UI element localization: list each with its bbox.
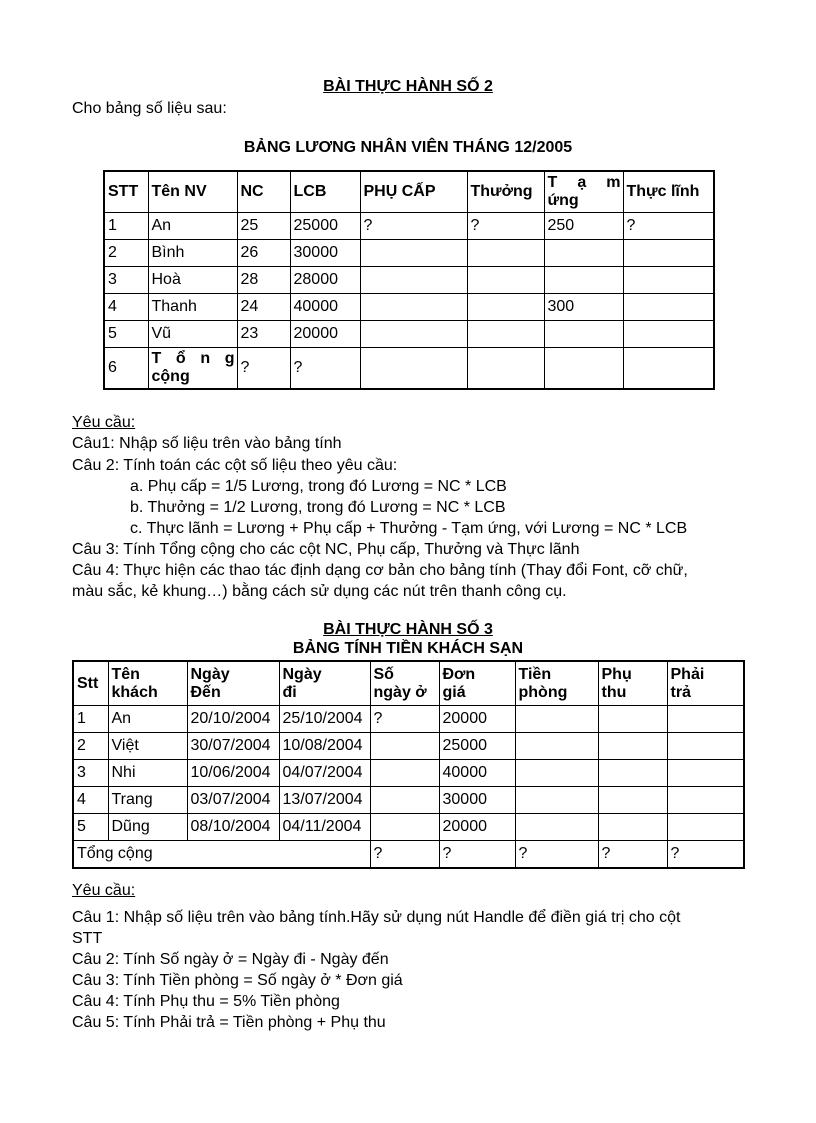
header-cell-tam-ung bbox=[544, 171, 623, 213]
ex2-req-2b: b. Thưởng = 1/2 Lương, trong đó Lương = NC * LCB bbox=[130, 499, 506, 516]
header-cell: Thưởng bbox=[467, 171, 544, 213]
header-line: Ngày bbox=[282, 665, 322, 683]
salary-header-row bbox=[104, 171, 714, 213]
header-cell bbox=[108, 661, 187, 706]
letter: n bbox=[200, 350, 211, 367]
header-line: Tiền bbox=[518, 665, 552, 683]
cell bbox=[544, 240, 623, 267]
cell: 28 bbox=[237, 267, 290, 294]
header-cell bbox=[370, 661, 439, 706]
cell bbox=[598, 787, 667, 814]
cell bbox=[544, 267, 623, 294]
cell bbox=[467, 267, 544, 294]
cell: ? bbox=[370, 841, 439, 869]
cell: 6 bbox=[104, 348, 148, 390]
cell: 30000 bbox=[290, 240, 360, 267]
letter: T bbox=[547, 174, 558, 191]
header-cell bbox=[187, 661, 279, 706]
tam-ung-spread bbox=[548, 174, 623, 192]
header-cell bbox=[515, 661, 598, 706]
cell bbox=[598, 814, 667, 841]
cell bbox=[515, 706, 598, 733]
cell bbox=[515, 814, 598, 841]
table-row bbox=[73, 733, 744, 760]
letter: ổ bbox=[175, 350, 186, 367]
cell bbox=[360, 294, 467, 321]
cell: An bbox=[108, 706, 187, 733]
ex2-req-2c: c. Thực lãnh = Lương + Phụ cấp + Thưởng - Tạm ứng, với Lương = NC * LCB bbox=[130, 520, 688, 537]
header-cell bbox=[439, 661, 515, 706]
header-line: phòng bbox=[518, 683, 568, 701]
cell bbox=[515, 787, 598, 814]
header-cell: STT bbox=[104, 171, 148, 213]
ex3-req-3: Câu 3: Tính Tiền phòng = Số ngày ở * Đơn giá bbox=[72, 972, 403, 989]
cell bbox=[623, 294, 714, 321]
cell: ? bbox=[667, 841, 744, 869]
cell: 23 bbox=[237, 321, 290, 348]
ex2-req-1: Câu1: Nhập số liệu trên vào bảng tính bbox=[72, 435, 342, 452]
cell: 300 bbox=[544, 294, 623, 321]
cell: 250 bbox=[544, 213, 623, 240]
cell: 25000 bbox=[290, 213, 360, 240]
cell: 20000 bbox=[439, 706, 515, 733]
cell bbox=[360, 321, 467, 348]
ex3-title: BÀI THỰC HÀNH SỐ 3 bbox=[323, 621, 493, 638]
ex2-req-heading: Yêu cầu: bbox=[72, 414, 136, 431]
cell: 25/10/2004 bbox=[279, 706, 370, 733]
cell bbox=[623, 267, 714, 294]
cell bbox=[667, 760, 744, 787]
table-row bbox=[104, 294, 714, 321]
cell bbox=[467, 321, 544, 348]
cell: ? bbox=[360, 213, 467, 240]
cell: 04/07/2004 bbox=[279, 760, 370, 787]
cell bbox=[360, 348, 467, 390]
ex3-req-1-cont: STT bbox=[72, 930, 103, 947]
cell bbox=[544, 321, 623, 348]
cell bbox=[667, 814, 744, 841]
cell: Việt bbox=[108, 733, 187, 760]
cell: 5 bbox=[104, 321, 148, 348]
cell: 2 bbox=[73, 733, 108, 760]
ex2-req-2: Câu 2: Tính toán các cột số liệu theo yêu cầu: bbox=[72, 457, 398, 474]
header-cell bbox=[667, 661, 744, 706]
cell bbox=[623, 348, 714, 390]
cell: 04/11/2004 bbox=[279, 814, 370, 841]
cell: 08/10/2004 bbox=[187, 814, 279, 841]
cell bbox=[623, 321, 714, 348]
cell bbox=[598, 706, 667, 733]
cell bbox=[467, 240, 544, 267]
header-line: khách bbox=[111, 683, 158, 701]
cell bbox=[467, 294, 544, 321]
header-line: Đến bbox=[190, 683, 221, 701]
header-line: giá bbox=[442, 683, 466, 701]
cell bbox=[598, 760, 667, 787]
cell: Vũ bbox=[148, 321, 237, 348]
header-line: Phải bbox=[670, 665, 705, 683]
ex2-req-4: Câu 4: Thực hiện các thao tác định dạng cơ bản cho bảng tính (Thay đổi Font, cỡ chữ, bbox=[72, 562, 688, 579]
letter: ạ bbox=[577, 174, 587, 191]
cell: 1 bbox=[104, 213, 148, 240]
cell bbox=[598, 733, 667, 760]
cell: An bbox=[148, 213, 237, 240]
table-row bbox=[73, 706, 744, 733]
ex2-intro: Cho bảng số liệu sau: bbox=[72, 100, 227, 117]
cell: 30000 bbox=[439, 787, 515, 814]
cell: Dũng bbox=[108, 814, 187, 841]
cell bbox=[370, 787, 439, 814]
cell: 1 bbox=[73, 706, 108, 733]
cell: ? bbox=[439, 841, 515, 869]
header-cell: NC bbox=[237, 171, 290, 213]
cell bbox=[467, 348, 544, 390]
hotel-header-row bbox=[73, 661, 744, 706]
cell: ? bbox=[623, 213, 714, 240]
cell bbox=[370, 814, 439, 841]
table-row bbox=[104, 240, 714, 267]
total-row bbox=[73, 841, 744, 869]
letter: T bbox=[151, 350, 162, 367]
cell bbox=[360, 240, 467, 267]
header-cell: Thực lĩnh bbox=[623, 171, 714, 213]
ex3-table-title: BẢNG TÍNH TIỀN KHÁCH SẠN bbox=[292, 640, 524, 657]
cell bbox=[623, 240, 714, 267]
cell: Nhi bbox=[108, 760, 187, 787]
ex2-title: BÀI THỰC HÀNH SỐ 2 bbox=[323, 78, 493, 95]
cell bbox=[370, 760, 439, 787]
total-label-cell bbox=[148, 348, 237, 390]
cell: 25 bbox=[237, 213, 290, 240]
cell: Bình bbox=[148, 240, 237, 267]
cell: 28000 bbox=[290, 267, 360, 294]
cell bbox=[667, 733, 744, 760]
cell: 20000 bbox=[290, 321, 360, 348]
cell: 3 bbox=[73, 760, 108, 787]
header-line: Stt bbox=[77, 674, 99, 692]
table-row bbox=[104, 213, 714, 240]
header-line: Ngày bbox=[190, 665, 230, 683]
table-row bbox=[104, 321, 714, 348]
ex3-req-heading: Yêu cầu: bbox=[72, 882, 136, 899]
table-row bbox=[73, 760, 744, 787]
table-row bbox=[104, 267, 714, 294]
table-row bbox=[73, 787, 744, 814]
header-line: ngày ở bbox=[373, 683, 427, 701]
total-label-tail: cộng bbox=[151, 368, 190, 385]
ex2-req-4-cont: màu sắc, kẻ khung…) bằng cách sử dụng các nút trên thanh công cụ. bbox=[72, 583, 567, 600]
header-cell bbox=[73, 661, 108, 706]
header-cell: Tên NV bbox=[148, 171, 237, 213]
cell: ? bbox=[598, 841, 667, 869]
cell bbox=[370, 733, 439, 760]
table-row bbox=[73, 814, 744, 841]
header-cell: LCB bbox=[290, 171, 360, 213]
total-row bbox=[104, 348, 714, 390]
cell: 4 bbox=[73, 787, 108, 814]
header-line: Tên bbox=[111, 665, 140, 683]
tam-ung-tail: ứng bbox=[547, 192, 579, 209]
cell: 20000 bbox=[439, 814, 515, 841]
ex3-req-4: Câu 4: Tính Phụ thu = 5% Tiền phòng bbox=[72, 993, 340, 1010]
letter: m bbox=[606, 174, 621, 191]
cell: ? bbox=[237, 348, 290, 390]
cell: Thanh bbox=[148, 294, 237, 321]
cell: 10/08/2004 bbox=[279, 733, 370, 760]
cell bbox=[544, 348, 623, 390]
cell: 2 bbox=[104, 240, 148, 267]
cell: 03/07/2004 bbox=[187, 787, 279, 814]
cell: 24 bbox=[237, 294, 290, 321]
header-cell bbox=[598, 661, 667, 706]
cell bbox=[515, 733, 598, 760]
total-label-spread bbox=[152, 350, 237, 368]
total-label: Tổng cộng bbox=[73, 841, 370, 869]
hotel-table bbox=[72, 660, 745, 869]
cell: 40000 bbox=[439, 760, 515, 787]
header-cell bbox=[279, 661, 370, 706]
cell bbox=[515, 760, 598, 787]
header-line: trả bbox=[670, 683, 691, 701]
cell: 40000 bbox=[290, 294, 360, 321]
ex2-req-2a: a. Phụ cấp = 1/5 Lương, trong đó Lương = NC * LCB bbox=[130, 478, 507, 495]
cell: ? bbox=[515, 841, 598, 869]
ex2-table-title: BẢNG LƯƠNG NHÂN VIÊN THÁNG 12/2005 bbox=[243, 139, 573, 156]
header-line: Số bbox=[373, 665, 394, 683]
cell: 20/10/2004 bbox=[187, 706, 279, 733]
header-cell: PHỤ CẤP bbox=[360, 171, 467, 213]
header-line: thu bbox=[601, 683, 627, 701]
letter: g bbox=[224, 350, 235, 367]
ex3-req-1: Câu 1: Nhập số liệu trên vào bảng tính.Hãy sử dụng nút Handle để điền giá trị cho cột bbox=[72, 909, 681, 926]
cell: 25000 bbox=[439, 733, 515, 760]
cell: 10/06/2004 bbox=[187, 760, 279, 787]
ex3-req-2: Câu 2: Tính Số ngày ở = Ngày đi - Ngày đến bbox=[72, 951, 389, 968]
salary-table bbox=[103, 170, 715, 390]
ex2-req-3: Câu 3: Tính Tổng cộng cho các cột NC, Phụ cấp, Thưởng và Thực lãnh bbox=[72, 541, 580, 558]
cell: Trang bbox=[108, 787, 187, 814]
cell: 30/07/2004 bbox=[187, 733, 279, 760]
cell: ? bbox=[467, 213, 544, 240]
cell: 3 bbox=[104, 267, 148, 294]
cell: 26 bbox=[237, 240, 290, 267]
cell: ? bbox=[290, 348, 360, 390]
ex3-req-5: Câu 5: Tính Phải trả = Tiền phòng + Phụ thu bbox=[72, 1014, 386, 1031]
cell bbox=[667, 706, 744, 733]
cell: 5 bbox=[73, 814, 108, 841]
cell bbox=[360, 267, 467, 294]
cell: Hoà bbox=[148, 267, 237, 294]
cell: ? bbox=[370, 706, 439, 733]
header-line: đi bbox=[282, 683, 297, 701]
header-line: Phụ bbox=[601, 665, 632, 683]
cell: 4 bbox=[104, 294, 148, 321]
header-line: Đơn bbox=[442, 665, 476, 683]
cell bbox=[667, 787, 744, 814]
cell: 13/07/2004 bbox=[279, 787, 370, 814]
